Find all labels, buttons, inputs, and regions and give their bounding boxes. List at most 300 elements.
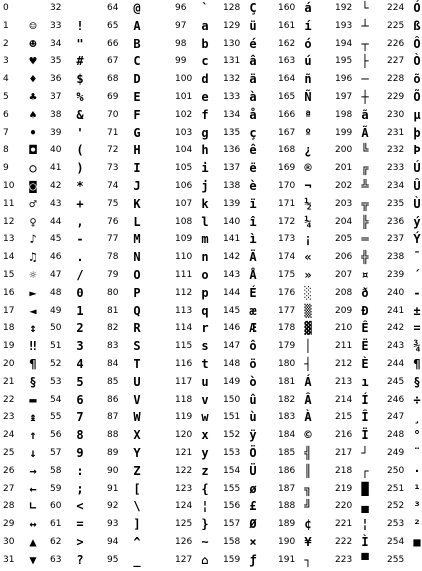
table-row xyxy=(3,535,55,552)
char-code: 232 xyxy=(387,145,405,155)
char-code: 53 xyxy=(50,377,62,387)
char-code: 207 xyxy=(335,270,353,280)
char-code: 217 xyxy=(335,448,353,458)
char-code: 142 xyxy=(223,252,241,262)
table-row xyxy=(335,215,387,232)
char-glyph: @ xyxy=(133,1,141,15)
table-row xyxy=(3,499,55,516)
table-row xyxy=(223,108,275,125)
char-glyph: ò xyxy=(249,375,257,389)
char-code: 198 xyxy=(335,110,353,120)
char-code: 58 xyxy=(50,466,62,476)
table-row xyxy=(3,357,55,374)
table-row xyxy=(335,393,387,410)
table-row xyxy=(175,428,227,445)
char-code: 64 xyxy=(107,3,119,13)
char-code: 81 xyxy=(107,306,119,316)
char-code: 40 xyxy=(50,145,62,155)
char-code: 226 xyxy=(387,39,405,49)
table-row xyxy=(223,54,275,71)
table-row xyxy=(175,54,227,71)
char-glyph: ║ xyxy=(304,464,312,478)
char-code: 72 xyxy=(107,145,119,155)
char-glyph: - xyxy=(76,232,84,246)
table-row xyxy=(223,161,275,178)
char-glyph: o xyxy=(201,268,209,282)
char-glyph: « xyxy=(304,250,312,264)
char-code: 246 xyxy=(387,395,405,405)
char-code: 48 xyxy=(50,288,62,298)
table-row xyxy=(50,535,102,552)
table-row xyxy=(175,357,227,374)
table-row xyxy=(50,72,102,89)
char-glyph: ã xyxy=(361,108,369,122)
char-code: 119 xyxy=(175,412,193,422)
table-row xyxy=(387,321,422,338)
char-code: 244 xyxy=(387,359,405,369)
char-glyph: ┤ xyxy=(304,357,312,371)
table-row xyxy=(223,321,275,338)
table-row xyxy=(278,375,330,392)
table-row xyxy=(175,108,227,125)
char-glyph: v xyxy=(201,393,209,407)
char-glyph: Õ xyxy=(413,90,421,104)
table-row xyxy=(50,464,102,481)
char-glyph: < xyxy=(76,499,84,513)
char-glyph: " xyxy=(76,37,84,51)
char-code: 184 xyxy=(278,430,296,440)
char-code: 242 xyxy=(387,323,405,333)
table-row xyxy=(3,304,55,321)
char-glyph: P xyxy=(133,286,141,300)
table-row xyxy=(223,72,275,89)
table-row xyxy=(50,143,102,160)
table-row xyxy=(3,482,55,499)
table-row xyxy=(335,499,387,516)
table-row xyxy=(107,1,159,18)
char-glyph: ♪ xyxy=(29,232,37,246)
char-code: 5 xyxy=(3,92,9,102)
char-glyph: ï xyxy=(249,197,257,211)
table-row xyxy=(387,428,422,445)
char-code: 62 xyxy=(50,537,62,547)
char-glyph: Æ xyxy=(249,321,257,335)
table-row xyxy=(50,215,102,232)
table-row xyxy=(3,126,55,143)
table-row xyxy=(175,517,227,534)
char-glyph: Ê xyxy=(361,321,369,335)
char-glyph: N xyxy=(133,250,141,264)
char-code: 13 xyxy=(3,234,15,244)
char-glyph: ! xyxy=(76,19,84,33)
table-row xyxy=(278,72,330,89)
char-code: 136 xyxy=(223,145,241,155)
table-row xyxy=(387,375,422,392)
char-code: 92 xyxy=(107,501,119,511)
table-row xyxy=(50,482,102,499)
table-row xyxy=(175,393,227,410)
char-code: 179 xyxy=(278,341,296,351)
char-glyph: k xyxy=(201,197,209,211)
table-row xyxy=(387,268,422,285)
table-row xyxy=(387,54,422,71)
char-glyph: ; xyxy=(76,482,84,496)
table-row xyxy=(278,37,330,54)
table-row xyxy=(3,54,55,71)
char-glyph: â xyxy=(249,54,257,68)
char-code: 10 xyxy=(3,181,15,191)
table-row xyxy=(3,446,55,463)
char-glyph: 8 xyxy=(76,428,84,442)
char-glyph: M xyxy=(133,232,141,246)
table-row xyxy=(107,535,159,552)
char-code: 73 xyxy=(107,163,119,173)
char-code: 108 xyxy=(175,217,193,227)
table-row xyxy=(387,197,422,214)
char-code: 172 xyxy=(278,217,296,227)
table-row xyxy=(335,482,387,499)
char-code: 15 xyxy=(3,270,15,280)
table-row xyxy=(278,482,330,499)
char-code: 254 xyxy=(387,537,405,547)
char-code: 39 xyxy=(50,128,62,138)
char-code: 105 xyxy=(175,163,193,173)
table-row xyxy=(3,72,55,89)
table-row xyxy=(223,179,275,196)
char-glyph: ╠ xyxy=(361,215,369,229)
char-code: 212 xyxy=(335,359,353,369)
table-row xyxy=(223,535,275,552)
char-code: 192 xyxy=(335,3,353,13)
char-code: 57 xyxy=(50,448,62,458)
char-glyph: ◙ xyxy=(29,179,37,193)
char-glyph: 9 xyxy=(76,446,84,460)
table-row xyxy=(278,197,330,214)
table-row xyxy=(387,19,422,36)
char-glyph: ¶ xyxy=(29,357,37,371)
char-glyph: ì xyxy=(249,232,257,246)
table-row xyxy=(335,197,387,214)
char-glyph: í xyxy=(304,19,312,33)
char-glyph: ▄ xyxy=(361,499,369,513)
char-glyph: ó xyxy=(304,37,312,51)
char-glyph: * xyxy=(76,179,84,193)
table-row xyxy=(175,464,227,481)
table-row xyxy=(3,197,55,214)
char-code: 215 xyxy=(335,412,353,422)
table-row xyxy=(335,339,387,356)
char-glyph: ð xyxy=(361,286,369,300)
table-row xyxy=(3,286,55,303)
table-row xyxy=(3,375,55,392)
char-code: 185 xyxy=(278,448,296,458)
table-row xyxy=(175,126,227,143)
char-glyph: : xyxy=(76,464,84,478)
char-code: 135 xyxy=(223,128,241,138)
char-glyph: x xyxy=(201,428,209,442)
table-row xyxy=(3,232,55,249)
char-code: 171 xyxy=(278,199,296,209)
char-code: 36 xyxy=(50,74,62,84)
table-row xyxy=(107,215,159,232)
table-row xyxy=(175,446,227,463)
char-code: 148 xyxy=(223,359,241,369)
char-code: 113 xyxy=(175,306,193,316)
table-row xyxy=(278,161,330,178)
char-code: 54 xyxy=(50,395,62,405)
char-glyph: Á xyxy=(304,375,312,389)
char-glyph: E xyxy=(133,90,141,104)
char-glyph: L xyxy=(133,215,141,229)
char-glyph: f xyxy=(201,108,209,122)
table-row xyxy=(278,90,330,107)
char-glyph: ÷ xyxy=(413,393,421,407)
table-row xyxy=(387,37,422,54)
char-glyph: À xyxy=(304,410,312,424)
char-code: 216 xyxy=(335,430,353,440)
table-row xyxy=(107,517,159,534)
table-row xyxy=(50,197,102,214)
char-code: 160 xyxy=(278,3,296,13)
char-code: 75 xyxy=(107,199,119,209)
char-glyph: È xyxy=(361,357,369,371)
char-code: 241 xyxy=(387,306,405,316)
char-glyph: └ xyxy=(361,1,369,15)
char-code: 189 xyxy=(278,519,296,529)
table-row xyxy=(223,215,275,232)
char-code: 37 xyxy=(50,92,62,102)
char-glyph: ♣ xyxy=(29,90,37,104)
char-glyph: U xyxy=(133,375,141,389)
char-glyph: h xyxy=(201,143,209,157)
char-code: 145 xyxy=(223,306,241,316)
char-code: 197 xyxy=(335,92,353,102)
char-code: 137 xyxy=(223,163,241,173)
table-row xyxy=(278,499,330,516)
char-code: 107 xyxy=(175,199,193,209)
table-row xyxy=(387,357,422,374)
char-code: 74 xyxy=(107,181,119,191)
char-code: 66 xyxy=(107,39,119,49)
char-glyph: ö xyxy=(249,357,257,371)
table-row xyxy=(387,215,422,232)
table-row xyxy=(107,286,159,303)
char-code: 100 xyxy=(175,74,193,84)
char-code: 69 xyxy=(107,92,119,102)
char-glyph: ü xyxy=(249,19,257,33)
char-code: 20 xyxy=(3,359,15,369)
char-code: 56 xyxy=(50,430,62,440)
char-glyph: X xyxy=(133,428,141,442)
char-glyph: K xyxy=(133,197,141,211)
char-glyph: ■ xyxy=(413,535,421,549)
char-glyph: § xyxy=(29,375,37,389)
table-row xyxy=(387,143,422,160)
char-code: 51 xyxy=(50,341,62,351)
char-glyph: ä xyxy=(249,72,257,86)
char-code: 93 xyxy=(107,519,119,529)
table-row xyxy=(278,250,330,267)
char-glyph: q xyxy=(201,304,209,318)
table-row xyxy=(3,143,55,160)
char-code: 111 xyxy=(175,270,193,280)
char-glyph: ] xyxy=(133,517,141,531)
char-glyph: ¼ xyxy=(304,215,312,229)
char-glyph: s xyxy=(201,339,209,353)
char-glyph: + xyxy=(76,197,84,211)
table-row xyxy=(50,446,102,463)
char-code: 11 xyxy=(3,199,15,209)
char-glyph: ░ xyxy=(304,286,312,300)
table-row xyxy=(50,37,102,54)
char-glyph: Ø xyxy=(249,517,257,531)
char-glyph: Y xyxy=(133,446,141,460)
char-code: 70 xyxy=(107,110,119,120)
char-glyph: ê xyxy=(249,143,257,157)
char-code: 203 xyxy=(335,199,353,209)
char-glyph: ┐ xyxy=(304,553,312,567)
table-row xyxy=(223,126,275,143)
char-glyph: i xyxy=(201,161,209,175)
char-glyph: ý xyxy=(413,215,421,229)
char-glyph: F xyxy=(133,108,141,122)
char-code: 139 xyxy=(223,199,241,209)
char-glyph: ♥ xyxy=(29,54,37,68)
char-code: 44 xyxy=(50,217,62,227)
char-code: 4 xyxy=(3,74,9,84)
char-code: 117 xyxy=(175,377,193,387)
char-glyph: î xyxy=(249,215,257,229)
table-row xyxy=(175,90,227,107)
char-glyph: O xyxy=(133,268,141,282)
table-row xyxy=(107,54,159,71)
char-code: 200 xyxy=(335,145,353,155)
char-glyph: [ xyxy=(133,482,141,496)
table-row xyxy=(335,37,387,54)
char-code: 122 xyxy=(175,466,193,476)
char-code: 7 xyxy=(3,128,9,138)
table-row xyxy=(278,553,330,570)
table-row xyxy=(278,179,330,196)
table-row xyxy=(107,72,159,89)
char-glyph: ı xyxy=(361,375,369,389)
char-glyph: G xyxy=(133,126,141,140)
char-code: 236 xyxy=(387,217,405,227)
char-glyph: Ñ xyxy=(304,90,312,104)
char-code: 47 xyxy=(50,270,62,280)
char-glyph: ♂ xyxy=(29,197,37,211)
char-glyph: % xyxy=(76,90,84,104)
char-glyph: 5 xyxy=(76,375,84,389)
char-code: 225 xyxy=(387,21,405,31)
char-code: 52 xyxy=(50,359,62,369)
char-code: 180 xyxy=(278,359,296,369)
char-glyph: Ô xyxy=(413,37,421,51)
char-code: 150 xyxy=(223,395,241,405)
char-glyph: ▀ xyxy=(361,553,369,567)
char-code: 227 xyxy=(387,56,405,66)
table-row xyxy=(335,126,387,143)
char-glyph: æ xyxy=(249,304,257,318)
char-glyph: ◄ xyxy=(29,304,37,318)
char-code: 253 xyxy=(387,519,405,529)
table-row xyxy=(387,482,422,499)
table-row xyxy=(223,464,275,481)
char-glyph: \ xyxy=(133,499,141,513)
table-row xyxy=(335,268,387,285)
char-code: 155 xyxy=(223,484,241,494)
char-code: 126 xyxy=(175,537,193,547)
char-glyph: ú xyxy=(304,54,312,68)
char-glyph: ▲ xyxy=(29,535,37,549)
char-glyph: ↑ xyxy=(29,428,37,442)
char-glyph: I xyxy=(133,161,141,175)
table-row xyxy=(50,126,102,143)
char-glyph: ¥ xyxy=(304,535,312,549)
char-glyph: ¯ xyxy=(413,250,421,264)
char-code: 33 xyxy=(50,21,62,31)
char-code: 151 xyxy=(223,412,241,422)
char-code: 104 xyxy=(175,145,193,155)
char-glyph: ª xyxy=(304,108,312,122)
table-row xyxy=(387,90,422,107)
char-code: 186 xyxy=(278,466,296,476)
char-glyph: T xyxy=(133,357,141,371)
char-code: 121 xyxy=(175,448,193,458)
table-row xyxy=(335,321,387,338)
table-row xyxy=(335,375,387,392)
char-code: 78 xyxy=(107,252,119,262)
char-glyph: │ xyxy=(304,339,312,353)
table-row xyxy=(175,375,227,392)
char-glyph: 2 xyxy=(76,321,84,335)
char-glyph: $ xyxy=(76,72,84,86)
char-glyph: ² xyxy=(413,517,421,531)
char-code: 110 xyxy=(175,252,193,262)
char-glyph: ° xyxy=(413,428,421,442)
char-code: 60 xyxy=(50,501,62,511)
table-row xyxy=(335,72,387,89)
table-row xyxy=(50,553,102,570)
table-row xyxy=(107,321,159,338)
char-glyph: d xyxy=(201,72,209,86)
char-glyph: ` xyxy=(201,1,209,15)
table-row xyxy=(278,357,330,374)
char-glyph: » xyxy=(304,268,312,282)
char-code: 18 xyxy=(3,323,15,333)
table-row xyxy=(50,90,102,107)
char-code: 154 xyxy=(223,466,241,476)
char-code: 159 xyxy=(223,555,241,565)
table-row xyxy=(223,19,275,36)
table-row xyxy=(175,268,227,285)
table-row xyxy=(50,161,102,178)
char-code: 178 xyxy=(278,323,296,333)
char-code: 115 xyxy=(175,341,193,351)
table-row xyxy=(335,161,387,178)
char-glyph: ë xyxy=(249,161,257,175)
char-code: 22 xyxy=(3,395,15,405)
char-glyph: W xyxy=(133,410,141,424)
char-code: 83 xyxy=(107,341,119,351)
char-code: 89 xyxy=(107,448,119,458)
char-code: 206 xyxy=(335,252,353,262)
table-row xyxy=(387,1,422,18)
char-code: 170 xyxy=(278,181,296,191)
table-row xyxy=(387,250,422,267)
table-row xyxy=(175,410,227,427)
char-glyph: { xyxy=(201,482,209,496)
